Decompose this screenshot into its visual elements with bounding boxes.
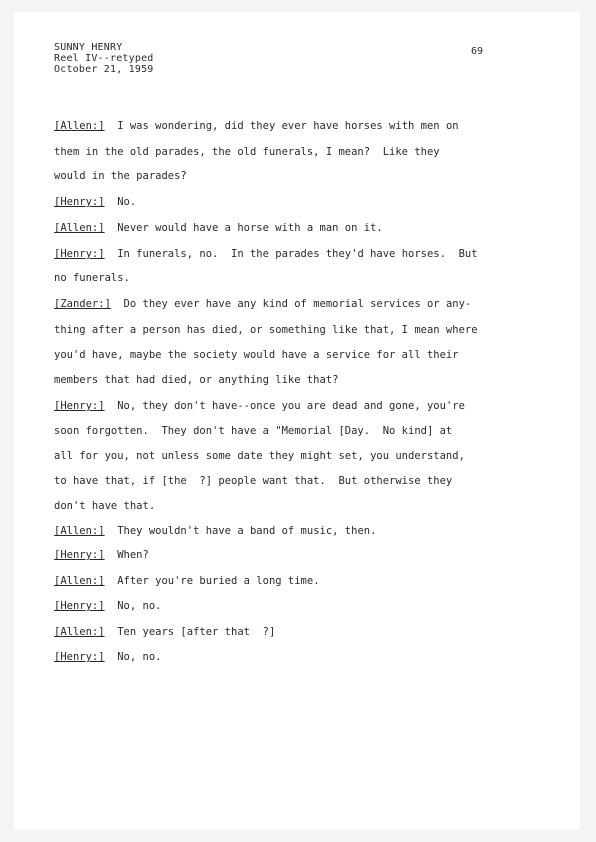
line-text: soon forgotten. They don't have a "Memorial [Day. No kind] at bbox=[54, 425, 453, 437]
transcript-line bbox=[54, 400, 465, 412]
line-text: to have that, if [the ?] people want that. But otherwise they bbox=[54, 475, 453, 487]
transcript-line bbox=[54, 525, 376, 537]
transcript-line bbox=[54, 475, 452, 487]
speaker-label: [Allen:] bbox=[54, 626, 105, 638]
line-text: members that had died, or anything like that? bbox=[54, 374, 339, 386]
transcript-line bbox=[54, 170, 187, 182]
transcript-line bbox=[54, 500, 155, 512]
transcript-line bbox=[54, 196, 136, 208]
document-page bbox=[14, 12, 580, 830]
speaker-label: [Zander:] bbox=[54, 298, 111, 310]
line-text: No. bbox=[104, 196, 137, 208]
line-text: Ten years [after that ?] bbox=[104, 626, 276, 638]
speaker-label: [Allen:] bbox=[54, 525, 105, 537]
speaker-label: [Henry:] bbox=[54, 248, 105, 260]
transcript-line bbox=[54, 425, 452, 437]
transcript-line bbox=[54, 600, 161, 612]
line-text: No, no. bbox=[104, 651, 162, 663]
speaker-label: [Allen:] bbox=[54, 575, 105, 587]
speaker-label: [Henry:] bbox=[54, 600, 105, 612]
line-text: No, they don't have--once you are dead and gone, you're bbox=[104, 400, 465, 412]
transcript-line bbox=[54, 324, 478, 336]
speaker-label: [Henry:] bbox=[54, 549, 105, 561]
reel-label: Reel IV--retyped bbox=[54, 53, 154, 64]
transcript-line bbox=[54, 575, 320, 587]
line-text: no funerals. bbox=[54, 272, 130, 284]
interviewee-name: SUNNY HENRY bbox=[54, 42, 123, 53]
line-text: When? bbox=[104, 549, 149, 561]
line-text: After you're buried a long time. bbox=[104, 575, 320, 587]
line-text: I was wondering, did they ever have horses with men on bbox=[104, 120, 459, 132]
transcript-line bbox=[54, 349, 459, 361]
document-header bbox=[54, 42, 154, 75]
page-number: 69 bbox=[471, 46, 484, 57]
line-text: them in the old parades, the old funerals, I mean? Like they bbox=[54, 146, 440, 158]
speaker-label: [Allen:] bbox=[54, 222, 105, 234]
transcript-line bbox=[54, 374, 338, 386]
line-text: don't have that. bbox=[54, 500, 156, 512]
speaker-label: [Allen:] bbox=[54, 120, 105, 132]
line-text: you'd have, maybe the society would have a service for all their bbox=[54, 349, 459, 361]
transcript-line bbox=[54, 146, 440, 158]
line-text: would in the parades? bbox=[54, 170, 187, 182]
speaker-label: [Henry:] bbox=[54, 196, 105, 208]
interview-date: October 21, 1959 bbox=[54, 64, 154, 75]
transcript-line bbox=[54, 272, 130, 284]
transcript-line bbox=[54, 651, 161, 663]
line-text: thing after a person has died, or something like that, I mean where bbox=[54, 324, 478, 336]
transcript-line bbox=[54, 248, 478, 260]
line-text: Never would have a horse with a man on it. bbox=[104, 222, 383, 234]
transcript-line bbox=[54, 298, 471, 310]
line-text: Do they ever have any kind of memorial services or any- bbox=[110, 298, 472, 310]
transcript-line bbox=[54, 450, 465, 462]
transcript-line bbox=[54, 549, 149, 561]
transcript-line bbox=[54, 626, 275, 638]
speaker-label: [Henry:] bbox=[54, 651, 105, 663]
transcript-line bbox=[54, 120, 459, 132]
speaker-label: [Henry:] bbox=[54, 400, 105, 412]
line-text: No, no. bbox=[104, 600, 162, 612]
line-text: all for you, not unless some date they might set, you understand, bbox=[54, 450, 465, 462]
transcript-line bbox=[54, 222, 383, 234]
line-text: In funerals, no. In the parades they'd have horses. But bbox=[104, 248, 478, 260]
line-text: They wouldn't have a band of music, then. bbox=[104, 525, 377, 537]
